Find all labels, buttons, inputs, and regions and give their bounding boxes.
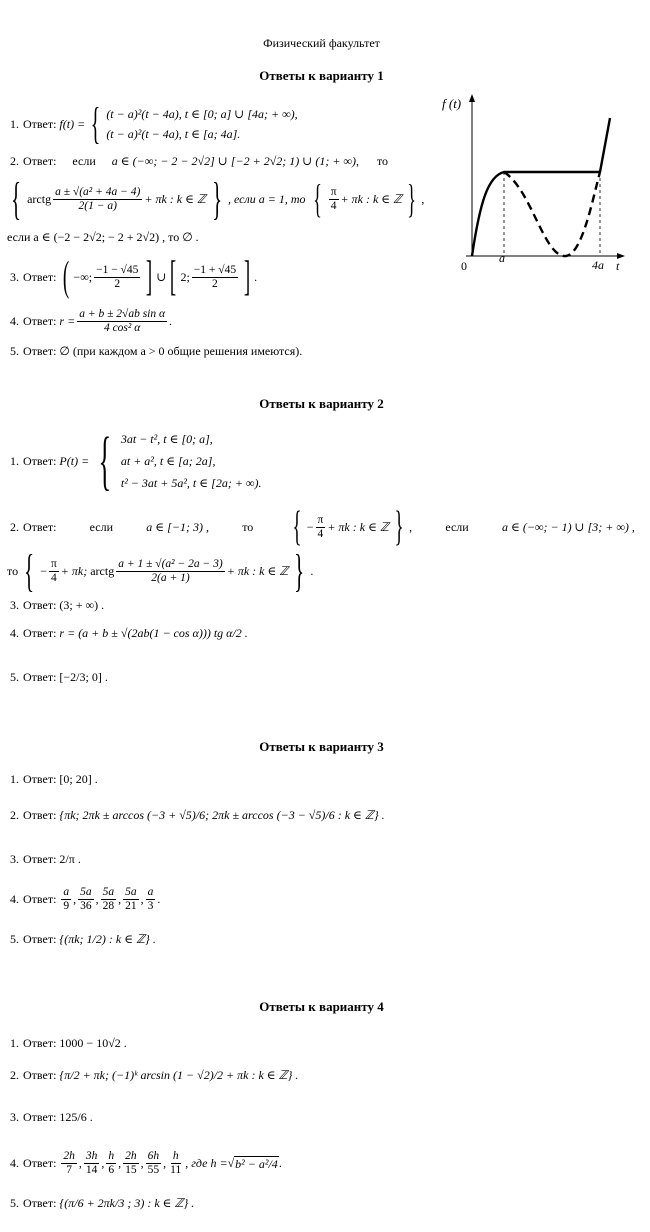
v2-answer-4: 4. Ответ: r = (a + b ± √(2ab(1 − cos α))) tg α/2 . <box>10 626 248 640</box>
graph-origin: 0 <box>461 259 467 273</box>
v4-answer-5: 5. Ответ: {(π/6 + 2πk/3 ; 3) : k ∈ ℤ} . <box>10 1196 195 1210</box>
v3-answer-5: 5. Ответ: {(πk; 1/2) : k ∈ ℤ} . <box>10 932 156 946</box>
variant-3-heading: Ответы к варианту 3 <box>259 739 384 754</box>
v4-answer-1: 1. Ответ: 1000 − 10√2 . <box>10 1036 127 1050</box>
v3-answer-1: 1. Ответ: [0; 20] . <box>10 772 98 786</box>
solid-rising-branch <box>600 118 610 172</box>
variant-4-heading: Ответы к варианту 4 <box>259 999 384 1014</box>
graph-tick-a: a <box>499 251 505 265</box>
dashed-curve <box>504 172 600 256</box>
v1-answer-2: 2. Ответ: если a ∈ (−∞; − 2 − 2√2] ∪ [−2 + 2√2; 1) ∪ (1; + ∞), то <box>10 154 389 168</box>
v3-answer-4: 4. Ответ: a 9 , 5a 36 , 5a 28 , 5a 21 , a 3 . <box>10 886 161 912</box>
v3-answer-2: 2. Ответ: {πk; 2πk ± arccos (−3 + √5)/6; 2πk ± arccos (−3 − √5)/6 : k ∈ ℤ} . <box>10 808 385 822</box>
v1-answer-1: 1. Ответ: f(t) = { (t − a)²(t − 4a), t ∈ [0; a] ∪ [4a; + ∞), (t − a)²(t − 4a), t ∈ [a; 4a]. <box>10 99 298 148</box>
v1-answer-5: 5. Ответ: ∅ (при каждом a > 0 общие решения имеются). <box>10 344 303 358</box>
graph-tick-4a: 4a <box>592 258 604 272</box>
graph-ylabel: f (t) <box>442 96 462 111</box>
v2-answer-2-line2: то { − $\frac{\pi}{4}$ + πk; arctg a + 1 ± √(a² − 2a − 3) 2(a + 1) + πk : k ∈ ℤ } . <box>7 545 314 596</box>
v2-answer-5: 5. Ответ: [−2/3; 0] . <box>10 670 108 684</box>
v1-answer-2-line2: { arctg a ± √(a² + 4a − 4) 2(1 − a) + πk : k ∈ ℤ } , если a = 1, то { π 4 + πk : k ∈ ℤ } , <box>11 173 425 224</box>
v1-graph <box>436 92 626 278</box>
v4-answer-3: 3. Ответ: 125/6 . <box>10 1110 93 1124</box>
v2-answer-1: 1. Ответ: P(t) = { 3at − t², t ∈ [0; a], at + a², t ∈ [a; 2a], t² − 3at + 5a², t ∈ [2a; + ∞). <box>10 424 262 497</box>
solid-curve <box>472 172 600 256</box>
variant-1-heading: Ответы к варианту 1 <box>259 68 384 83</box>
v2-answer-3: 3. Ответ: (3; + ∞) . <box>10 598 105 612</box>
answer-label: Ответ: <box>23 116 57 131</box>
v1-answer-2-line3: если a ∈ (−2 − 2√2; − 2 + 2√2) , то ∅ . <box>7 230 199 244</box>
v4-answer-2: 2. Ответ: {π/2 + πk; (−1)ᵏ arcsin (1 − √2)/2 + πk : k ∈ ℤ} . <box>10 1068 299 1082</box>
v1-answer-3: 3. Ответ: ( −∞; −1 − √45 2 ] ∪ [ 2; −1 + √45 2 ] . <box>10 254 258 300</box>
graph-xlabel: t <box>616 259 620 273</box>
v3-answer-3: 3. Ответ: 2/π . <box>10 852 81 866</box>
variant-2-heading: Ответы к варианту 2 <box>259 396 384 411</box>
v4-answer-4: 4. Ответ: 2h 7 , 3h 14 , h 6 , 2h 15 , 6h 55 , h 11 , где h = √ b² − a²/4 . <box>10 1150 282 1176</box>
faculty-title: Физический факультет <box>263 36 380 50</box>
v1-answer-4: 4. Ответ: r = $\frac{\text{a + b ± 2√ab sin α}}{\text{4 cos² α}}$ . <box>10 308 173 334</box>
v2-answer-2: 2. Ответ: если a ∈ [−1; 3) , то { − $\frac{\pi}{4}$ + πk : k ∈ ℤ } , если a ∈ (−∞; − 1) ∪ [3; + ∞) , <box>10 504 635 550</box>
